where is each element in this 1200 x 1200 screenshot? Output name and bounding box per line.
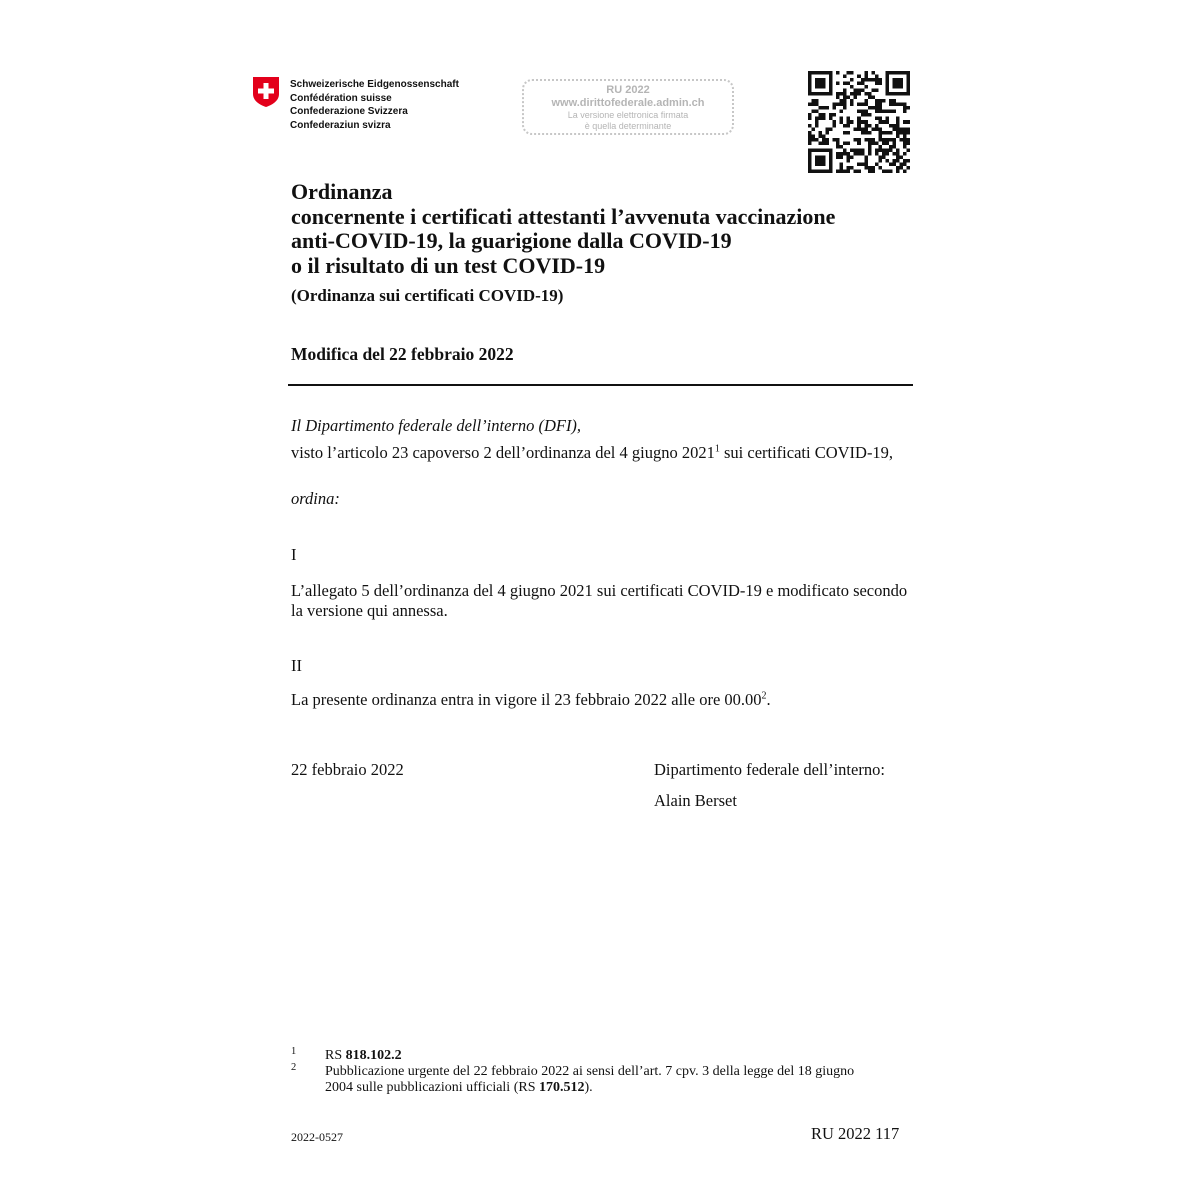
signature-department: Dipartimento federale dell’interno: bbox=[654, 760, 885, 779]
title-line: o il risultato di un test COVID-19 bbox=[291, 252, 606, 278]
short-title: (Ordinanza sui certificati COVID-19) bbox=[291, 286, 564, 305]
legal-basis bbox=[291, 443, 901, 463]
stamp-note-2: è quella determinante bbox=[584, 121, 672, 131]
confederation-names bbox=[290, 78, 459, 132]
stamp-collection: RU 2022 bbox=[606, 84, 650, 96]
stamp-website: www.dirittofederale.admin.ch bbox=[551, 97, 705, 109]
confederation-name-rm: Confederaziun svizra bbox=[290, 119, 391, 131]
section-text-1: L’allegato 5 dell’ordinanza del 4 giugno 2021 sui certificati COVID-19 e modificato secondo la versione qui annessa. bbox=[291, 581, 908, 620]
issuing-authority: Il Dipartimento federale dell’interno (DFI), bbox=[291, 416, 582, 435]
swiss-cross-icon bbox=[252, 76, 280, 108]
amendment-date: Modifica del 22 febbraio 2022 bbox=[291, 344, 514, 364]
footnote-2 bbox=[325, 1064, 885, 1096]
stamp-note-1: La versione elettronica firmata bbox=[567, 110, 689, 120]
signatory-name: Alain Berset bbox=[654, 791, 737, 810]
legal-basis-text: visto l’articolo 23 capoverso 2 dell’ordinanza del 4 giugno 2021 bbox=[291, 443, 715, 462]
confederation-name-de: Schweizerische Eidgenossenschaft bbox=[290, 79, 459, 90]
legal-basis-text-end: sui certificati COVID-19, bbox=[719, 443, 894, 462]
title-line: anti-COVID-19, la guarigione dalla COVID-19 bbox=[291, 228, 732, 253]
ordina: ordina: bbox=[291, 489, 340, 508]
page-title bbox=[291, 180, 931, 278]
page-reference: RU 2022 117 bbox=[811, 1124, 900, 1143]
confederation-name-it: Confederazione Svizzera bbox=[290, 106, 408, 117]
footnote-2-suffix: ). bbox=[584, 1080, 593, 1095]
footnote-ref-1[interactable]: 1 bbox=[714, 443, 720, 455]
footnote-number-1: 1 bbox=[291, 1046, 297, 1057]
footnote-ref-2[interactable]: 2 bbox=[761, 690, 767, 702]
section-numeral-1: I bbox=[291, 545, 297, 564]
title-line: Ordinanza bbox=[291, 179, 393, 204]
title-line: concernente i certificati attestanti l’avvenuta vaccinazione bbox=[291, 203, 836, 229]
confederation-name-fr: Confédération suisse bbox=[290, 92, 392, 104]
entry-into-force-text: La presente ordinanza entra in vigore il 23 febbraio 2022 alle ore 00.00 bbox=[291, 690, 762, 709]
divider bbox=[288, 384, 913, 386]
footnote-2-ref[interactable]: 170.512 bbox=[539, 1080, 585, 1095]
electronic-signature-stamp bbox=[522, 79, 734, 135]
section-numeral-2: II bbox=[291, 656, 302, 675]
footnote-1-prefix: RS bbox=[325, 1048, 346, 1063]
footnote-number-2: 2 bbox=[291, 1062, 297, 1073]
footnote-1 bbox=[325, 1048, 402, 1064]
signature-date: 22 febbraio 2022 bbox=[291, 760, 404, 779]
section-text-2 bbox=[291, 690, 916, 710]
qr-code-icon bbox=[808, 71, 910, 173]
document-code: 2022-0527 bbox=[291, 1130, 343, 1144]
footnote-1-ref[interactable]: 818.102.2 bbox=[345, 1048, 402, 1063]
entry-into-force-end: . bbox=[766, 690, 771, 709]
footnote-2-text: Pubblicazione urgente del 22 febbraio 2022 ai sensi dell’art. 7 cpv. 3 della legge del 18 giugno 2004 sulle pubblicazioni ufficiali (RS bbox=[325, 1064, 855, 1095]
